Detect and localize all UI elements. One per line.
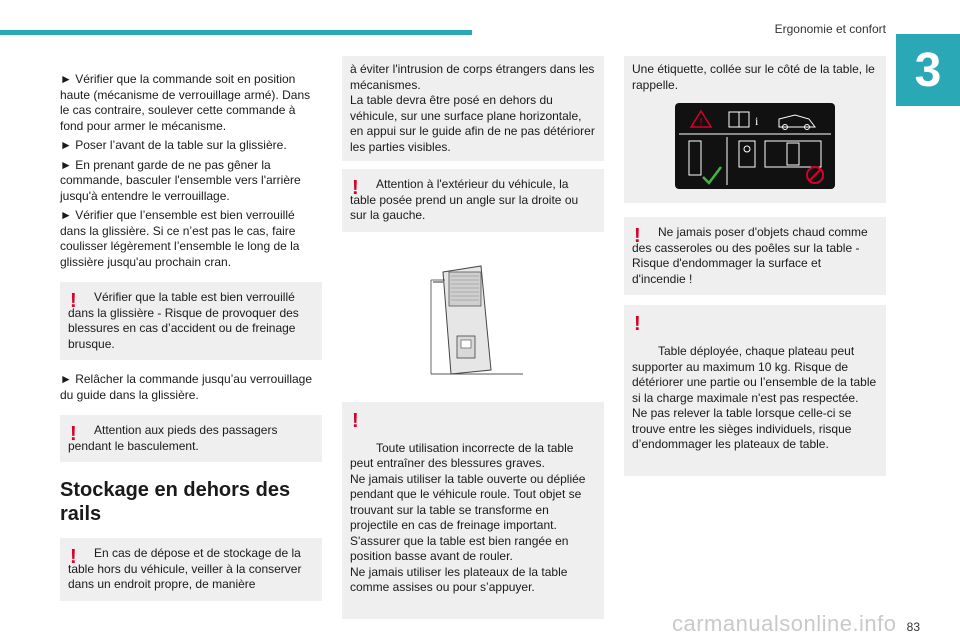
warning-text: Ne jamais poser d'objets chaud comme des casseroles ou des poêles sur la table - Risque d'endommager la surface et d'incendie ! (632, 225, 868, 286)
table-angle-illustration (413, 252, 533, 382)
warning-box (342, 169, 604, 232)
info-box (624, 56, 886, 203)
instruction-step: ► Relâcher la commande jusqu’au verrouillage du guide dans la glissière. (60, 372, 313, 402)
warning-box (624, 305, 886, 476)
warning-text: Attention aux pieds des passagers pendant le basculement. (68, 423, 278, 453)
instruction-step: ► Vérifier que l’ensemble est bien verrouillé dans la glissière. Si ce n’est pas le cas, faire coulisser légèrement l’ensemble le long de la glissière jusqu'au prochain cran. (60, 208, 300, 269)
info-box: à éviter l'intrusion de corps étrangers dans les mécanismes. La table devra être posé en dehors du véhicule, sur une surface plane horizontale, en appui sur le guide afin de ne pas détériorer les parties visibles. (342, 56, 604, 161)
table-illustration (342, 242, 604, 392)
warning-box (60, 282, 322, 360)
section-title: Stockage en dehors des rails (60, 479, 291, 525)
warning-box (624, 217, 886, 295)
warning-text: Table déployée, chaque plateau peut supporter au maximum 10 kg. Risque de détériorer une partie ou l’ensemble de la table si la charge maximale n'est pas respectée. Ne pas relever la table lorsque celle-ci se trouve entre les sièges individuels, risque d’endommager les plateaux de table. (632, 344, 877, 451)
warning-box (60, 538, 322, 601)
info-text: Une étiquette, collée sur le côté de la table, le rappelle. (632, 62, 875, 92)
info-i-icon: i (755, 114, 759, 128)
warning-text: Toute utilisation incorrecte de la table peut entraîner des blessures graves. Ne jamais utiliser la table ouverte ou dépliée pendant que le véhicule roule. Tout objet se trouvant sur la table se transforme en projectile en cas de freinage important. S'assurer que la table est bien rangée en position basse avant de rouler. Ne jamais utiliser les plateaux de la table comme assises ou pour s’appuyer. (350, 440, 586, 594)
warning-exclamation-icon: ! (634, 313, 641, 335)
warning-exclamation-icon: ! (70, 290, 77, 312)
table-label-icon (675, 103, 835, 189)
warning-exclamation-icon: ! (634, 225, 641, 247)
warning-box (60, 415, 322, 462)
column-2 (342, 54, 604, 629)
page-number: 83 (906, 620, 920, 634)
warning-exclamation-icon: ! (70, 546, 77, 568)
warning-triangle-icon: ! (699, 117, 703, 128)
warning-text: Attention à l'extérieur du véhicule, la table posée prend un angle sur la droite ou sur la gauche. (350, 177, 579, 222)
chapter-tab: 3 (896, 34, 960, 106)
instruction-step: ► Vérifier que la commande soit en position haute (mécanisme de verrouillage armé). Dans le cas contraire, soulever cette commande à fond pour armer le mécanisme. (60, 72, 311, 133)
header-accent-bar (0, 30, 472, 35)
label-pictogram (632, 93, 878, 201)
page-header-title: Ergonomie et confort (774, 22, 886, 36)
warning-exclamation-icon: ! (352, 409, 359, 432)
watermark: carmanualsonline.info (672, 611, 897, 636)
warning-exclamation-icon: ! (70, 423, 77, 445)
instruction-step: ► Poser l’avant de la table sur la glissière. (60, 138, 287, 152)
column-3 (624, 54, 886, 486)
warning-box (342, 402, 604, 620)
instruction-step: ► En prenant garde de ne pas gêner la commande, basculer l'ensemble vers l'arrière jusqu'à entendre le verrouillage. (60, 157, 301, 203)
warning-text: Vérifier que la table est bien verrouillé dans la glissière - Risque de provoquer des blessures en cas d’accident ou de freinage brusque. (68, 290, 299, 351)
warning-text: En cas de dépose et de stockage de la table hors du véhicule, veiller à la conserver dans un endroit propre, de manière (68, 546, 302, 591)
warning-exclamation-icon: ! (352, 177, 359, 199)
column-1 (60, 70, 322, 611)
